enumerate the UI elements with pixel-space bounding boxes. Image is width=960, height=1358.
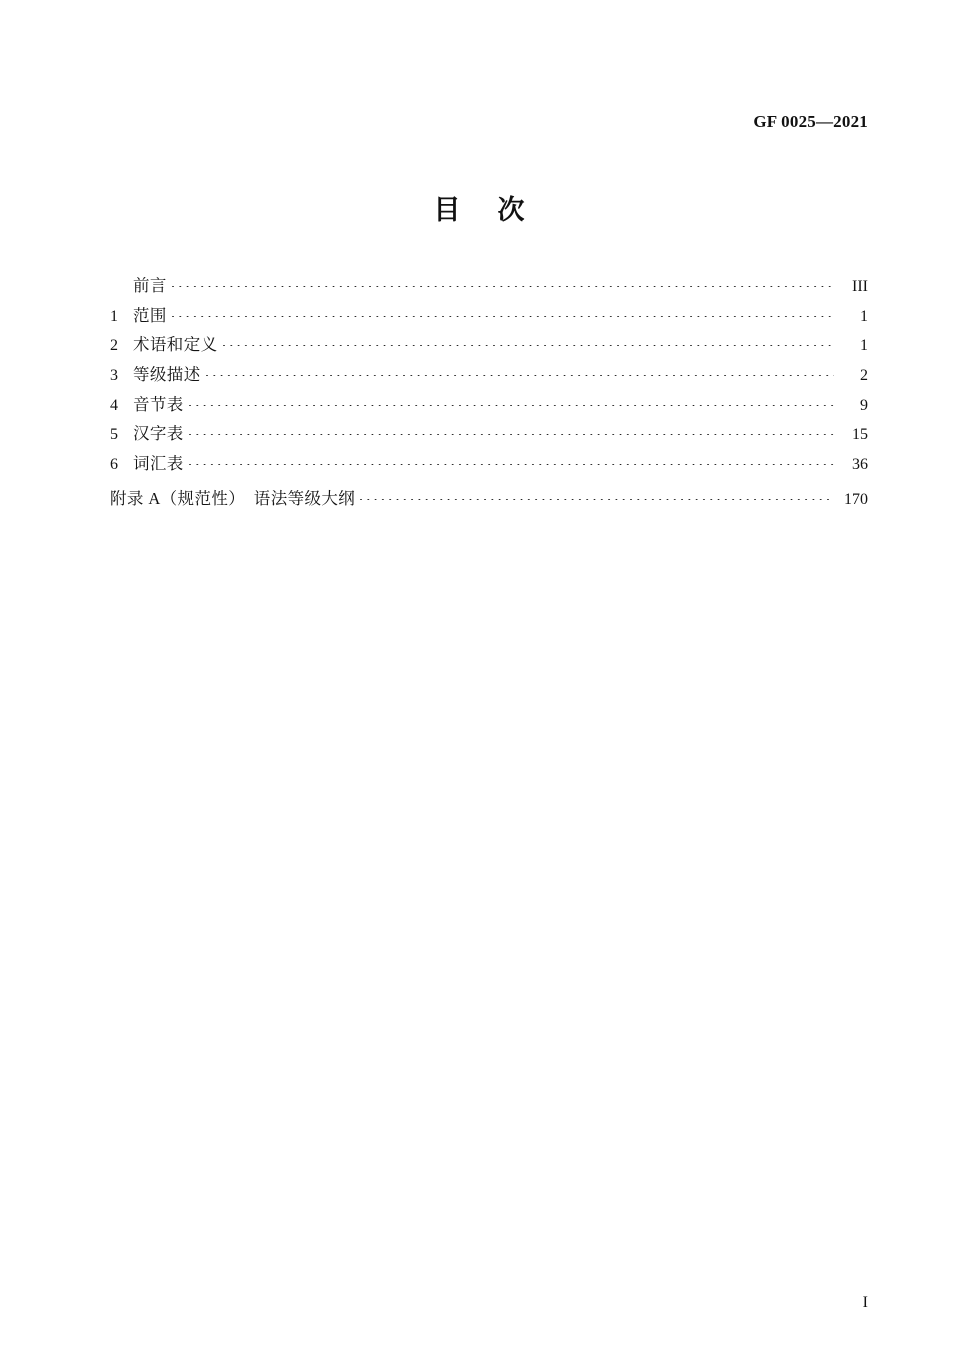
toc-entry-page: III — [852, 278, 868, 295]
standard-code-header: GF 0025—2021 — [753, 112, 868, 131]
toc-entry-foreword[interactable] — [110, 272, 868, 302]
toc-entry-page: 170 — [844, 490, 868, 508]
toc-entry-number: 5 — [110, 426, 118, 444]
toc-entry-page: 9 — [860, 396, 868, 414]
page-folio: I — [862, 1294, 868, 1311]
dot-leader — [360, 499, 834, 500]
toc-entry-syllable-table[interactable] — [110, 391, 868, 421]
toc-entry-level-description[interactable] — [110, 361, 868, 391]
dot-leader — [189, 434, 834, 435]
toc-entry-label: 术语和定义 — [133, 335, 218, 355]
toc-entry-number: 1 — [110, 307, 118, 325]
toc-entry-label: 汉字表 — [133, 424, 184, 444]
toc-entry-scope[interactable] — [110, 302, 868, 332]
dot-leader — [172, 286, 834, 287]
toc-entry-label: 附录 A（规范性） 语法等级大纲 — [110, 488, 356, 508]
table-of-contents — [110, 272, 868, 515]
toc-entry-page: 2 — [860, 367, 868, 385]
toc-entry-vocabulary-table[interactable] — [110, 450, 868, 480]
toc-entry-page: 1 — [860, 337, 868, 355]
toc-entry-character-table[interactable] — [110, 420, 868, 450]
dot-leader — [206, 375, 834, 376]
dot-leader — [189, 464, 834, 465]
toc-entry-number: 3 — [110, 367, 118, 385]
page-title: 目 次 — [433, 195, 527, 225]
dot-leader — [189, 405, 834, 406]
toc-entry-label: 词汇表 — [133, 454, 184, 474]
toc-entry-number: 4 — [110, 396, 118, 414]
toc-entry-number: 6 — [110, 456, 118, 474]
toc-entry-label: 音节表 — [133, 394, 184, 414]
toc-entry-page: 1 — [860, 307, 868, 325]
toc-entry-number: 2 — [110, 337, 118, 355]
dot-leader — [223, 345, 835, 346]
toc-entry-page: 36 — [852, 456, 868, 474]
toc-entry-appendix-a[interactable] — [110, 485, 868, 515]
toc-entry-terms-and-definitions[interactable] — [110, 331, 868, 361]
toc-entry-page: 15 — [852, 426, 868, 444]
toc-entry-label: 等级描述 — [133, 365, 201, 385]
dot-leader — [172, 316, 834, 317]
toc-entry-label: 前言 — [133, 276, 167, 295]
toc-entry-label: 范围 — [133, 305, 167, 325]
